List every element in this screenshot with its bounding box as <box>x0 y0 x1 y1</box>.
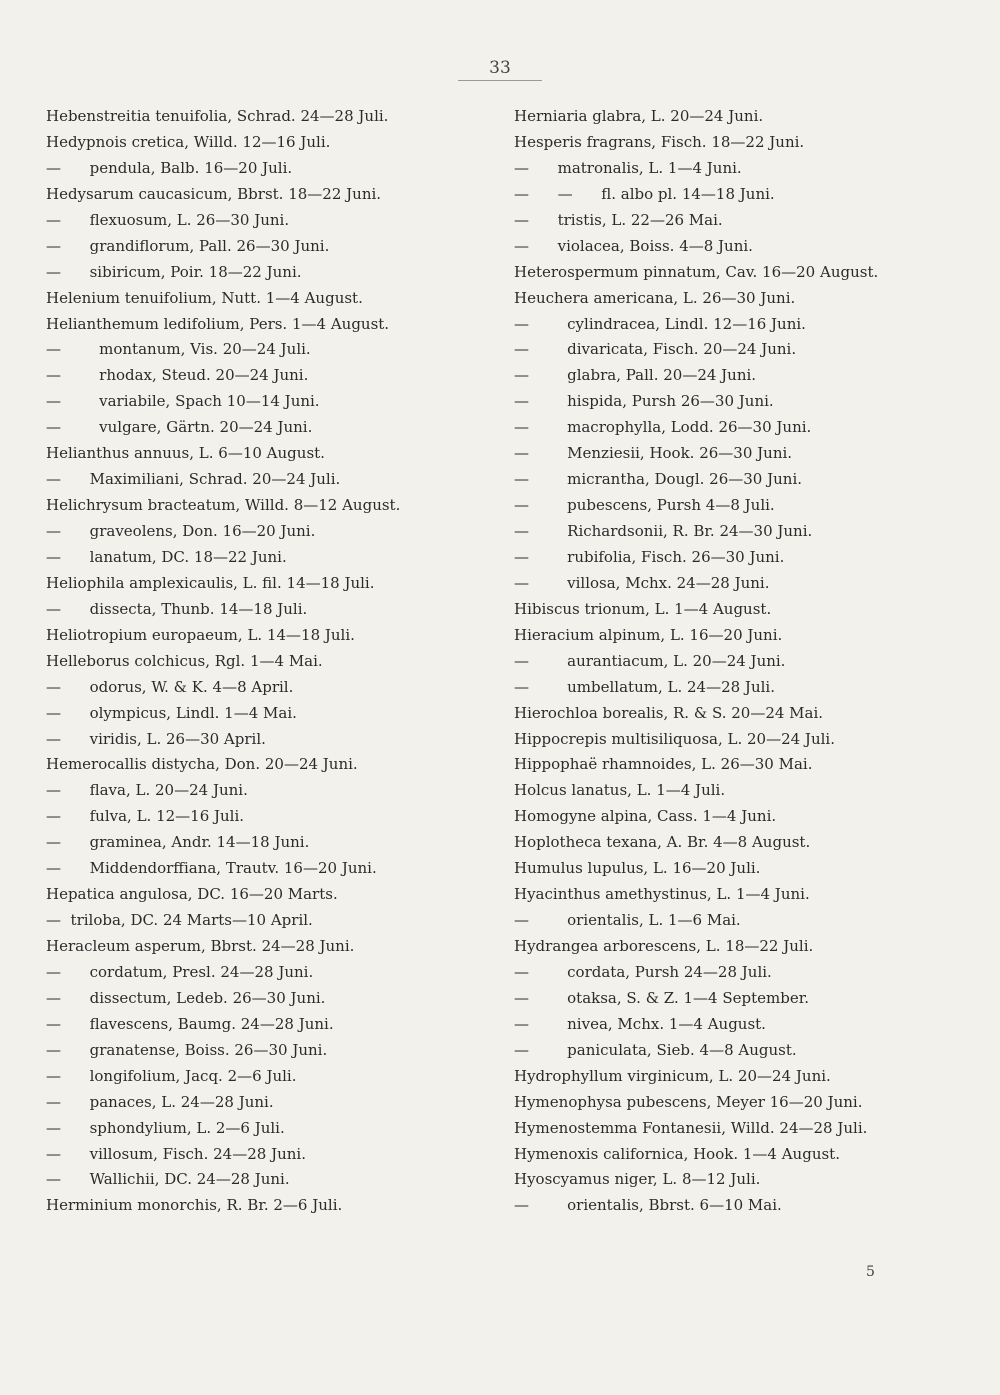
page-number: 33 <box>489 58 511 78</box>
list-item: Hoplotheca texana, A. Br. 4—8 August. <box>514 833 811 852</box>
list-item: Holcus lanatus, L. 1—4 Juli. <box>514 781 726 800</box>
list-item: Helianthemum ledifolium, Pers. 1—4 August. <box>46 314 390 333</box>
list-item: Heliophila amplexicaulis, L. fil. 14—18 Juli. <box>46 573 375 592</box>
list-item: Hesperis fragrans, Fisch. 18—22 Juni. <box>514 132 805 151</box>
list-item: — pubescens, Pursh 4—8 Juli. <box>514 496 775 515</box>
list-item: — sphondylium, L. 2—6 Juli. <box>46 1118 285 1137</box>
list-item: — vulgare, Gärtn. 20—24 Juni. <box>46 418 313 437</box>
list-item: — matronalis, L. 1—4 Juni. <box>514 158 742 177</box>
list-item: — flava, L. 20—24 Juni. <box>46 781 248 800</box>
list-item: — panaces, L. 24—28 Juni. <box>46 1092 274 1111</box>
list-item: Hedypnois cretica, Willd. 12—16 Juli. <box>46 132 331 151</box>
list-item: — orientalis, L. 1—6 Mai. <box>514 911 741 930</box>
list-item: Hymenophysa pubescens, Meyer 16—20 Juni. <box>514 1092 863 1111</box>
list-item: Hieracium alpinum, L. 16—20 Juni. <box>514 625 783 644</box>
list-item: — villosum, Fisch. 24—28 Juni. <box>46 1144 306 1163</box>
list-item: — divaricata, Fisch. 20—24 Juni. <box>514 340 797 359</box>
list-item: Herniaria glabra, L. 20—24 Juni. <box>514 107 764 125</box>
list-item: — paniculata, Sieb. 4—8 August. <box>514 1040 797 1059</box>
list-item: Hymenostemma Fontanesii, Willd. 24—28 Juli. <box>514 1118 868 1137</box>
list-item: — triloba, DC. 24 Marts—10 April. <box>46 911 313 930</box>
list-item: Hippocrepis multisiliquosa, L. 20—24 Juli. <box>514 729 835 748</box>
list-item: — lanatum, DC. 18—22 Juni. <box>46 547 287 566</box>
list-item: — otaksa, S. & Z. 1—4 September. <box>514 988 810 1007</box>
list-item: — umbellatum, L. 24—28 Juli. <box>514 677 775 696</box>
list-item: — tristis, L. 22—26 Mai. <box>514 210 723 229</box>
list-item: — longifolium, Jacq. 2—6 Juli. <box>46 1066 297 1085</box>
list-item: Hedysarum caucasicum, Bbrst. 18—22 Juni. <box>46 184 382 203</box>
list-item: — montanum, Vis. 20—24 Juli. <box>46 340 311 359</box>
list-item: — micrantha, Dougl. 26—30 Juni. <box>514 470 803 489</box>
list-item: Hemerocallis distycha, Don. 20—24 Juni. <box>46 755 358 774</box>
list-item: Hyoscyamus niger, L. 8—12 Juli. <box>514 1170 761 1189</box>
list-item: Herminium monorchis, R. Br. 2—6 Juli. <box>46 1196 343 1215</box>
list-item: — graminea, Andr. 14—18 Juni. <box>46 833 310 852</box>
list-item: — flavescens, Baumg. 24—28 Juni. <box>46 1014 334 1033</box>
list-item: Heracleum asperum, Bbrst. 24—28 Juni. <box>46 937 355 955</box>
list-item: — orientalis, Bbrst. 6—10 Mai. <box>514 1196 782 1215</box>
list-item: — variabile, Spach 10—14 Juni. <box>46 392 320 411</box>
list-item: — cordata, Pursh 24—28 Juli. <box>514 962 772 981</box>
list-item: — nivea, Mchx. 1—4 August. <box>514 1014 766 1033</box>
list-item: — Maximiliani, Schrad. 20—24 Juli. <box>46 470 341 489</box>
list-item: Heterospermum pinnatum, Cav. 16—20 August. <box>514 262 879 281</box>
list-item: — olympicus, Lindl. 1—4 Mai. <box>46 703 297 722</box>
list-item: Hierochloa borealis, R. & S. 20—24 Mai. <box>514 703 824 722</box>
list-item: — cylindracea, Lindl. 12—16 Juni. <box>514 314 806 333</box>
list-item: Humulus lupulus, L. 16—20 Juli. <box>514 859 761 878</box>
list-item: — — fl. albo pl. 14—18 Juni. <box>514 184 775 203</box>
list-item: Hibiscus trionum, L. 1—4 August. <box>514 599 772 618</box>
list-item: Homogyne alpina, Cass. 1—4 Juni. <box>514 807 777 826</box>
list-item: — Menziesii, Hook. 26—30 Juni. <box>514 444 793 463</box>
list-item: — dissectum, Ledeb. 26—30 Juni. <box>46 988 326 1007</box>
right-column <box>514 104 954 1219</box>
list-item: — Middendorffiana, Trautv. 16—20 Juni. <box>46 859 377 878</box>
list-item: Hippophaë rhamnoides, L. 26—30 Mai. <box>514 755 813 774</box>
list-item: Hebenstreitia tenuifolia, Schrad. 24—28 Juli. <box>46 107 389 125</box>
list-item: — Wallichii, DC. 24—28 Juni. <box>46 1170 290 1189</box>
list-item: — graveolens, Don. 16—20 Juni. <box>46 522 316 540</box>
list-item: — rubifolia, Fisch. 26—30 Juni. <box>514 547 785 566</box>
list-item: Heliotropium europaeum, L. 14—18 Juli. <box>46 625 355 644</box>
list-item: — glabra, Pall. 20—24 Juni. <box>514 366 757 385</box>
list-item: — odorus, W. & K. 4—8 April. <box>46 677 294 696</box>
list-item: — fulva, L. 12—16 Juli. <box>46 807 245 826</box>
list-item: — macrophylla, Lodd. 26—30 Juni. <box>514 418 812 437</box>
list-item: Helleborus colchicus, Rgl. 1—4 Mai. <box>46 651 323 670</box>
list-item: — granatense, Boiss. 26—30 Juni. <box>46 1040 328 1059</box>
list-item: — viridis, L. 26—30 April. <box>46 729 266 748</box>
list-item: — grandiflorum, Pall. 26—30 Juni. <box>46 236 330 255</box>
list-item: — Richardsonii, R. Br. 24—30 Juni. <box>514 522 813 540</box>
left-column <box>46 104 486 1219</box>
list-item: — flexuosum, L. 26—30 Juni. <box>46 210 290 229</box>
list-item: — cordatum, Presl. 24—28 Juni. <box>46 962 314 981</box>
list-item: Heuchera americana, L. 26—30 Juni. <box>514 288 796 307</box>
list-item: — hispida, Pursh 26—30 Juni. <box>514 392 774 411</box>
list-item: Hymenoxis californica, Hook. 1—4 August. <box>514 1144 840 1163</box>
list-item: Hyacinthus amethystinus, L. 1—4 Juni. <box>514 885 810 904</box>
list-item: — villosa, Mchx. 24—28 Juni. <box>514 573 770 592</box>
list-item: Helianthus annuus, L. 6—10 August. <box>46 444 325 463</box>
list-item: — pendula, Balb. 16—20 Juli. <box>46 158 293 177</box>
list-item: Hydrangea arborescens, L. 18—22 Juli. <box>514 937 814 955</box>
list-item: Helichrysum bracteatum, Willd. 8—12 August. <box>46 496 401 515</box>
list-item: — violacea, Boiss. 4—8 Juni. <box>514 236 753 255</box>
list-item: — sibiricum, Poir. 18—22 Juni. <box>46 262 302 281</box>
list-item: Hepatica angulosa, DC. 16—20 Marts. <box>46 885 338 904</box>
page-number-rule <box>458 80 542 81</box>
list-item: Helenium tenuifolium, Nutt. 1—4 August. <box>46 288 363 307</box>
list-item: — aurantiacum, L. 20—24 Juni. <box>514 651 786 670</box>
list-item: — rhodax, Steud. 20—24 Juni. <box>46 366 309 385</box>
footer-signature-mark: 5 <box>866 1264 875 1280</box>
list-item: — dissecta, Thunb. 14—18 Juli. <box>46 599 308 618</box>
list-item: Hydrophyllum virginicum, L. 20—24 Juni. <box>514 1066 831 1085</box>
